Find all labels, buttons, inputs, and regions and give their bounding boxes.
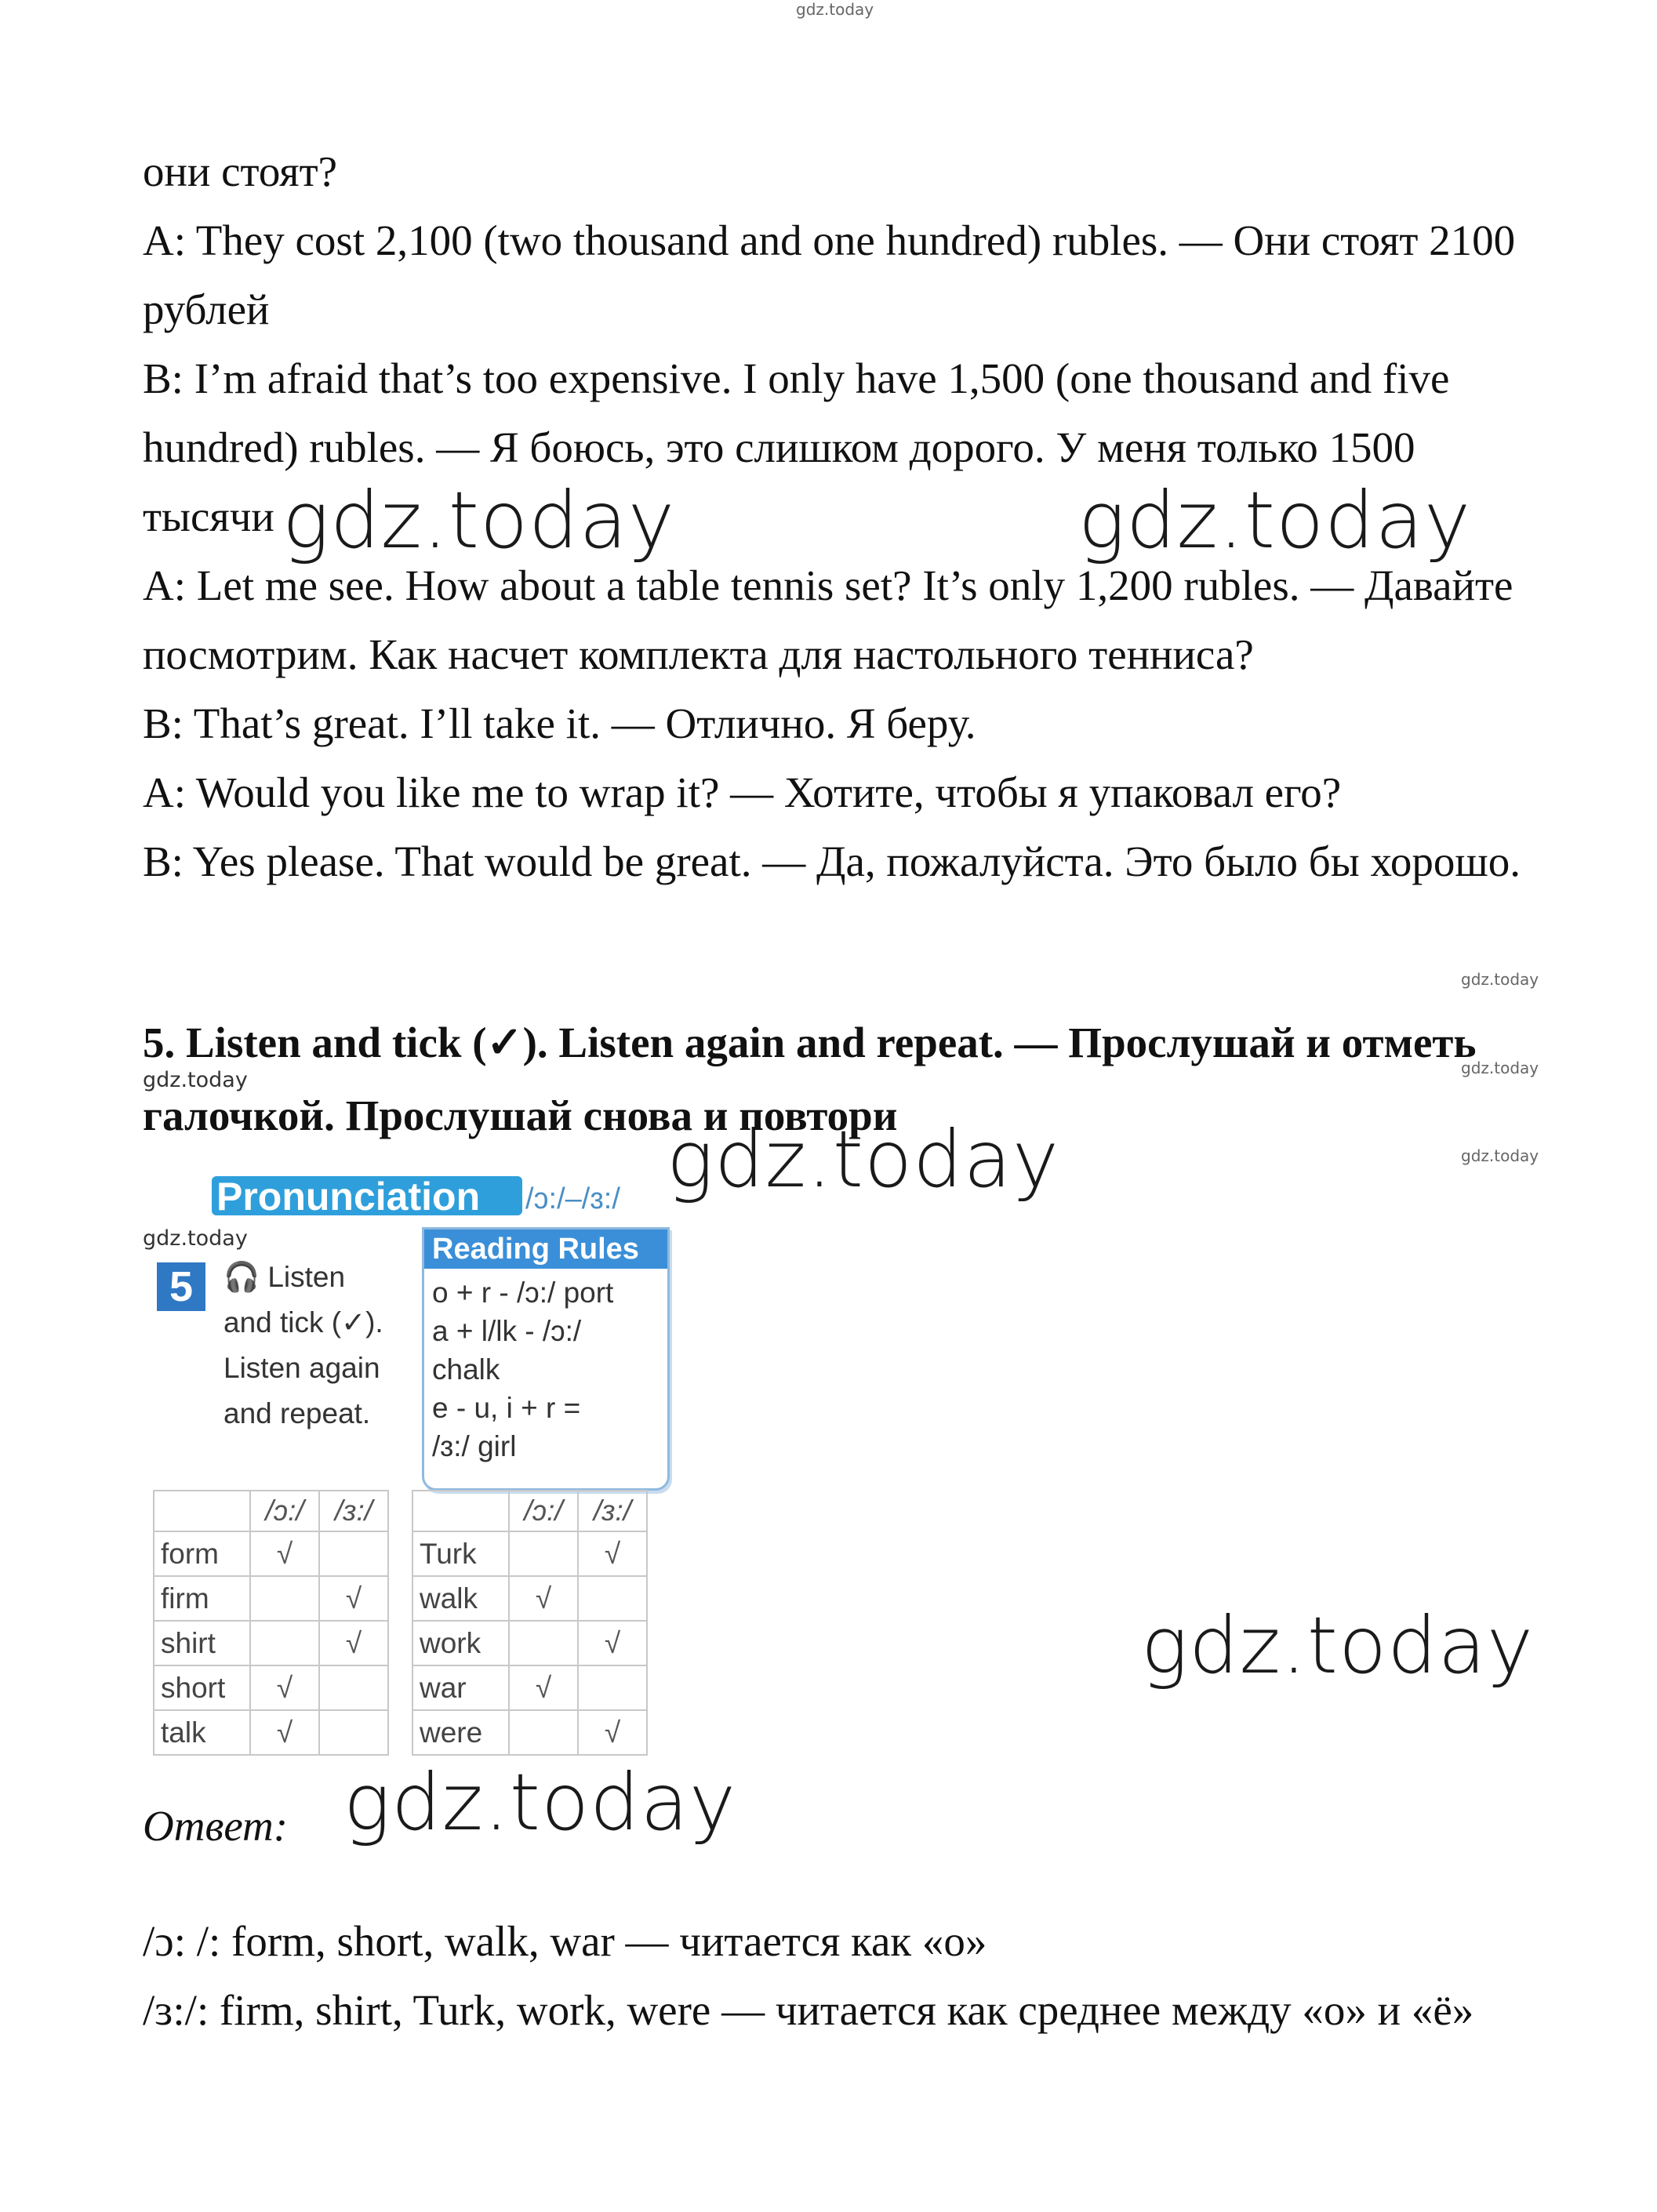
table-row [412,1665,647,1710]
reading-rules-title: Reading Rules [424,1229,667,1269]
dialogue-line: A: Would you like me to wrap it? — Хотите, чтобы я упаковал его? [143,768,1342,816]
column-header: /ɜ:/ [578,1491,647,1531]
answer-text [143,1907,1570,2045]
word-cell: Turk [412,1531,509,1576]
tick-cell [250,1621,319,1665]
table-row [154,1665,388,1710]
exercise-number: 5 [157,1262,205,1311]
dialogue-line: B: That’s great. I’ll take it. — Отлично. Я беру. [143,699,976,747]
tick-cell [509,1531,578,1576]
table-row [412,1576,647,1621]
column-header: /ɔ:/ [250,1491,319,1531]
column-header: /ɔ:/ [509,1491,578,1531]
column-header: /ɜ:/ [319,1491,388,1531]
tick-cell: √ [509,1665,578,1710]
watermark: gdz.today [143,1226,248,1251]
table-row [154,1710,388,1755]
watermark: gdz.today [1461,1146,1539,1165]
empty-header-cell [154,1491,250,1531]
textbook-excerpt [149,1176,667,1788]
tick-cell [319,1531,388,1576]
answer-label: Ответ: [143,1802,289,1850]
word-cell: walk [412,1576,509,1621]
watermark: gdz.today [1461,1059,1539,1077]
table-row [412,1531,647,1576]
tick-cell: √ [250,1710,319,1755]
watermark: gdz.today [1141,1600,1535,1691]
empty-header-cell [412,1491,509,1531]
rule-line: a + l/lk - /ɔ:/ [432,1315,582,1347]
table-row [154,1531,388,1576]
table-row [412,1621,647,1665]
tick-cell: √ [250,1665,319,1710]
word-cell: talk [154,1710,250,1755]
reading-rules-box [422,1227,670,1491]
rule-line: chalk [432,1353,500,1386]
task-line: and repeat. [223,1397,371,1429]
tick-cell: √ [250,1531,319,1576]
tick-cell [250,1576,319,1621]
word-cell: shirt [154,1621,250,1665]
rule-line: /ɜ:/ girl [432,1430,517,1462]
tick-cell [319,1665,388,1710]
table-row [154,1621,388,1665]
word-cell: short [154,1665,250,1710]
rule-line: o + r - /ɔ:/ port [432,1277,614,1309]
watermark: gdz.today [1461,970,1539,989]
tick-cell [319,1710,388,1755]
rule-line: e - u, i + r = [432,1392,581,1424]
textbook-title: Pronunciation [212,1176,522,1215]
watermark: gdz.today [667,1113,1060,1205]
word-cell: were [412,1710,509,1755]
tick-cell [578,1665,647,1710]
task-line: 🎧 Listen [223,1261,346,1293]
tick-cell [509,1621,578,1665]
task-line: and tick (✓). [223,1306,383,1338]
task-line: Listen again [223,1352,380,1384]
watermark: gdz.today [1078,474,1472,566]
textbook-task [223,1255,383,1437]
dialogue-line: A: Let me see. How about a table tennis set? It’s only 1,200 rubles. — Давайте посмотрим. Как насчет комплекта для настольного тенниса? [143,561,1513,678]
word-cell: firm [154,1576,250,1621]
dialogue [143,137,1554,896]
tick-cell: √ [578,1710,647,1755]
tick-cell: √ [578,1531,647,1576]
dialogue-line: A: They cost 2,100 (two thousand and one hundred) rubles. — Они стоят 2100 рублей [143,216,1516,333]
tick-cell: √ [578,1621,647,1665]
dialogue-line: B: I’m afraid that’s too expensive. I only have 1,500 (one thousand and five hundred) rubles. — Я боюсь, это слишком дорого. У меня только 1500 тысячи [143,354,1450,540]
tick-table-right [412,1490,648,1756]
tick-table-left [153,1490,389,1756]
reading-rules-body [424,1269,667,1470]
tick-cell [578,1576,647,1621]
exercise-heading: 5. Listen and tick (✓). Listen again and repeat. — Прослушай и отметь галочкой. Прослушай снова и повтори [143,1019,1477,1139]
word-cell: form [154,1531,250,1576]
answer-line: /ɜ:/: firm, shirt, Turk, work, were — читается как среднее между «о» и «ё» [143,1986,1474,2034]
word-cell: war [412,1665,509,1710]
tick-cell: √ [319,1576,388,1621]
watermark: gdz.today [282,474,676,566]
watermark: gdz.today [143,1068,248,1092]
tick-cell [509,1710,578,1755]
table-row [412,1710,647,1755]
table-header-row [154,1491,388,1531]
dialogue-line: они стоят? [143,147,338,195]
textbook-phonemes: /ɔ:/–/ɜ:/ [525,1182,620,1215]
watermark: gdz.today [343,1756,737,1848]
tick-cell: √ [319,1621,388,1665]
tick-cell: √ [509,1576,578,1621]
table-row [154,1576,388,1621]
top-watermark: gdz.today [796,0,874,19]
table-header-row [412,1491,647,1531]
answer-line: /ɔ: /: form, short, walk, war — читается как «о» [143,1917,987,1965]
dialogue-line: B: Yes please. That would be great. — Да, пожалуйста. Это было бы хорошо. [143,837,1521,885]
word-cell: work [412,1621,509,1665]
